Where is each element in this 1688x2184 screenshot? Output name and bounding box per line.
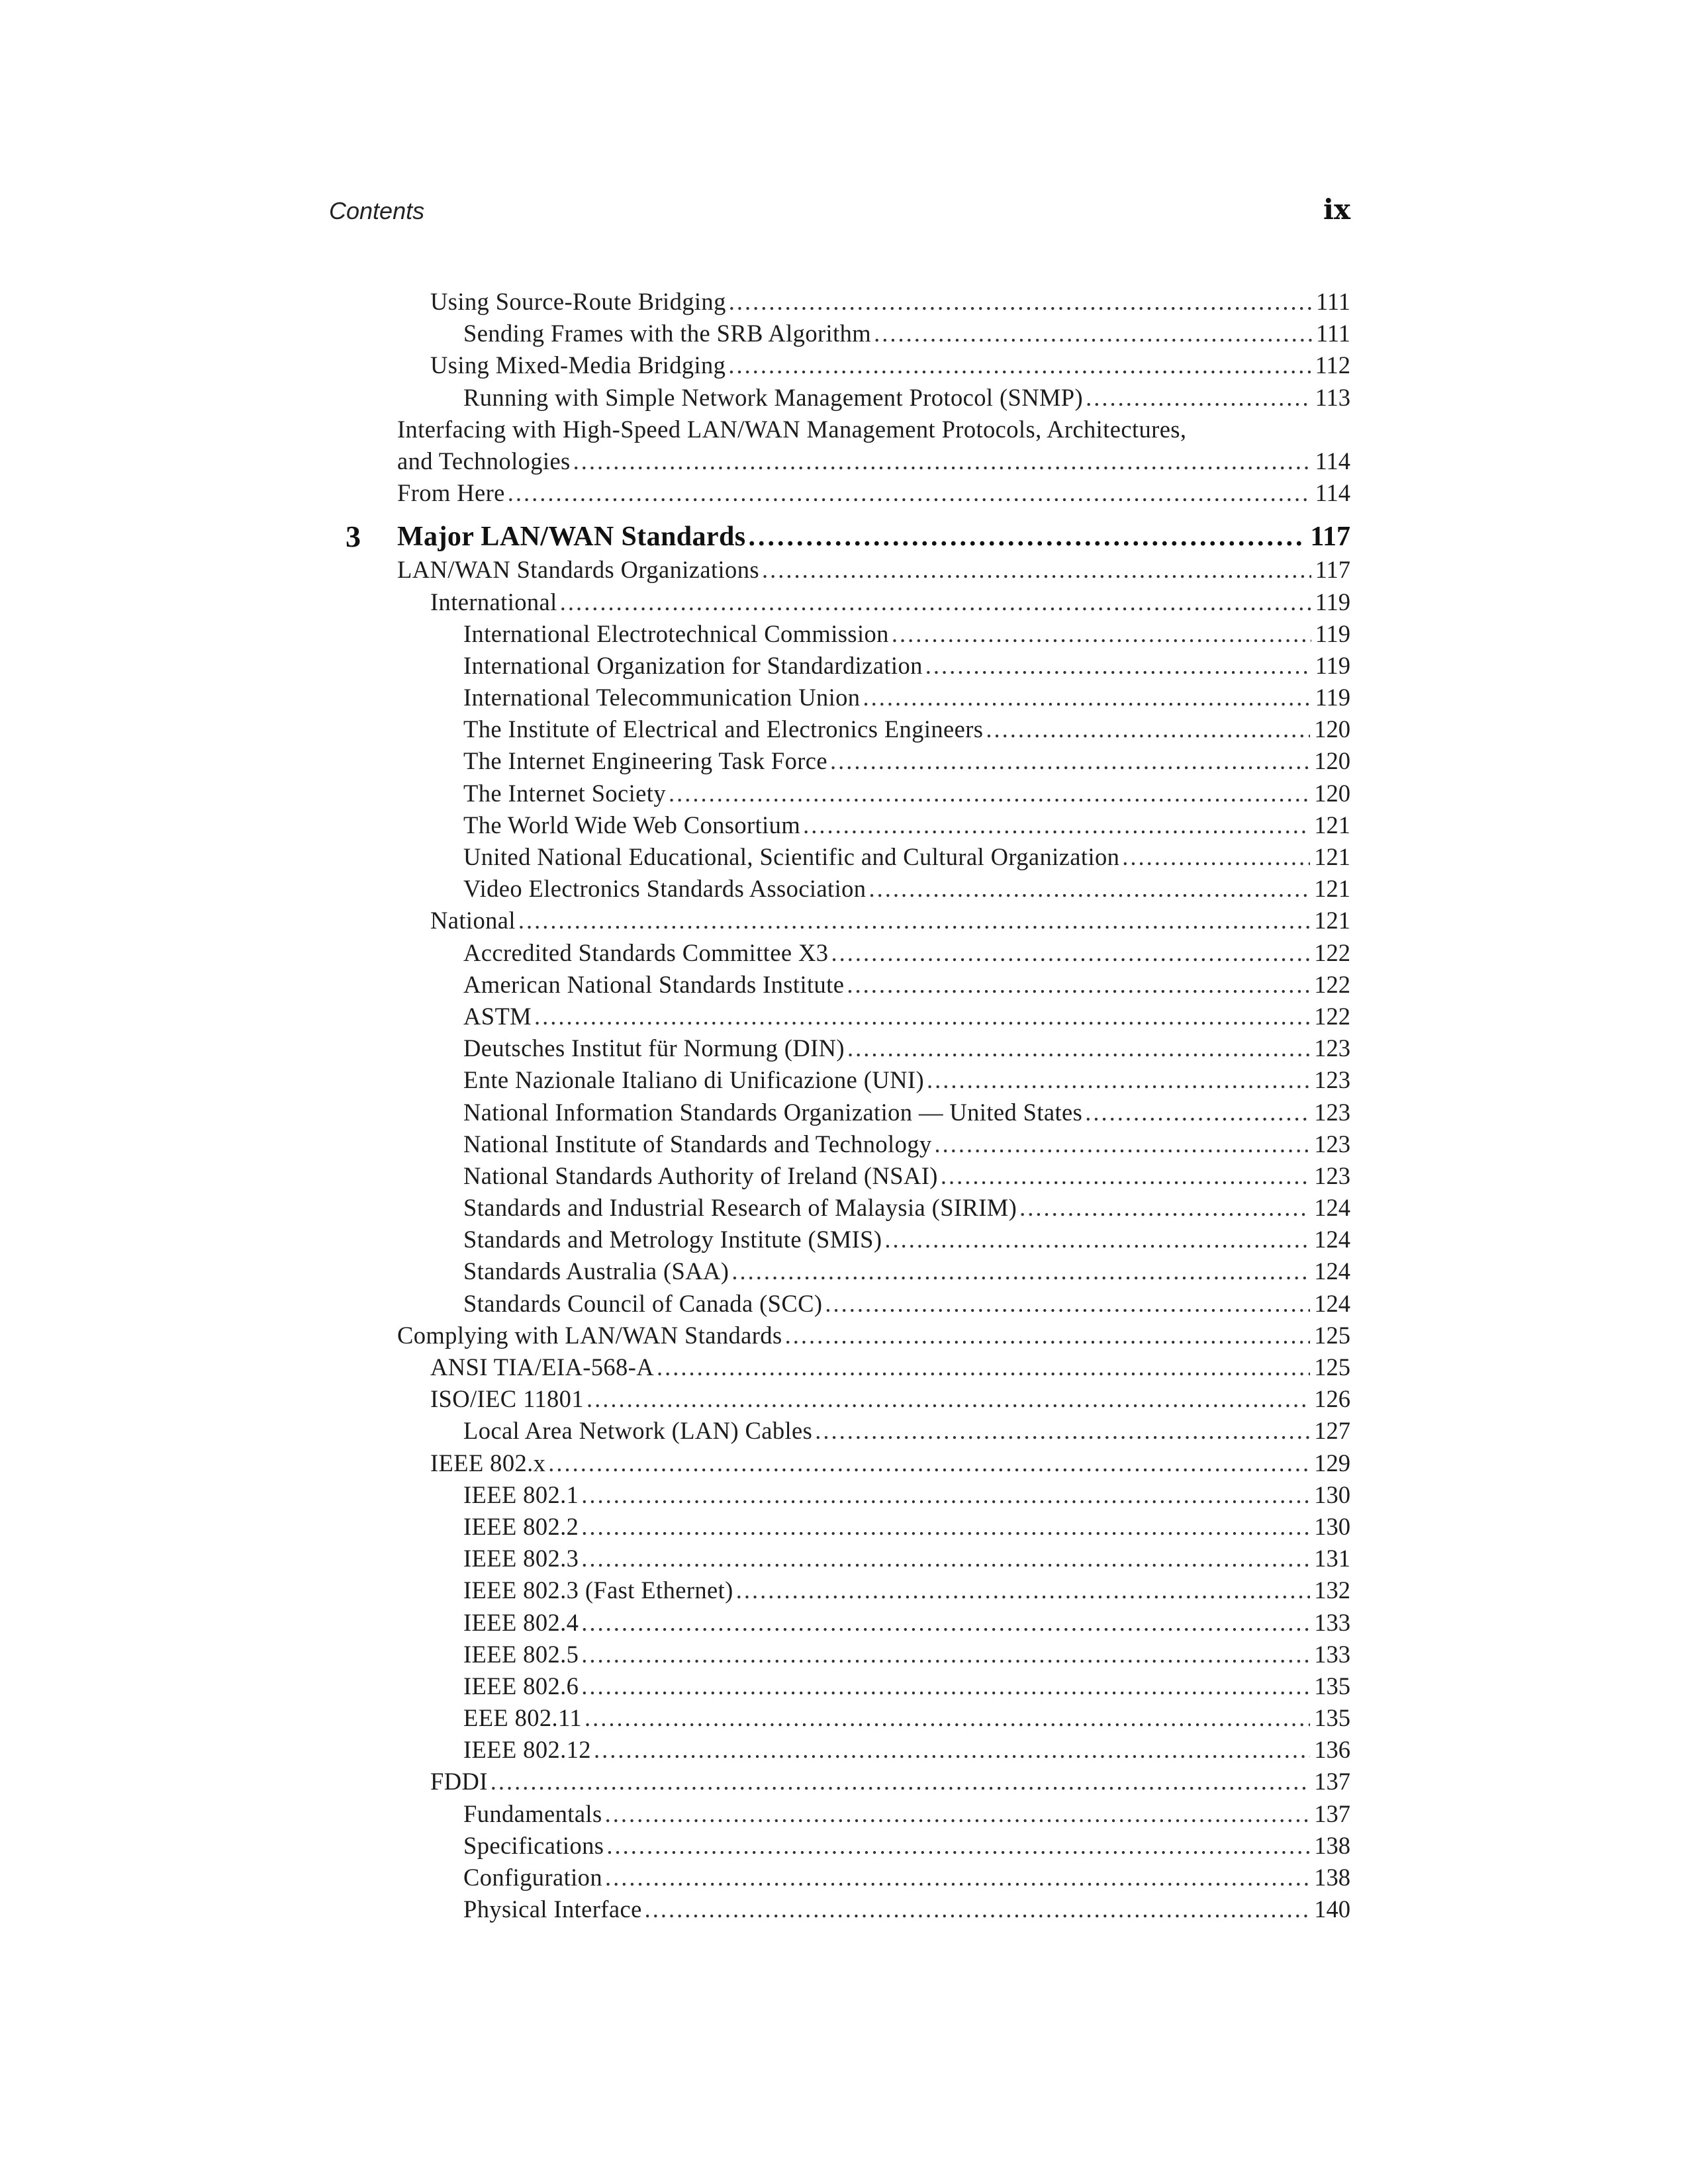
toc-entry-title: Standards Council of Canada (SCC) [463,1289,823,1317]
toc-entry-title: IEEE 802.4 [463,1608,579,1636]
toc-entry [331,1798,1350,1830]
toc-entry-page: 130 [1314,1480,1350,1508]
dot-leader [657,1351,1310,1383]
toc-entry [331,1607,1350,1639]
toc-entry-page: 124 [1314,1226,1350,1253]
toc-entry [331,445,1350,477]
toc-entry [331,1543,1350,1574]
toc-entry [331,1415,1350,1447]
toc-entry-page: 122 [1314,970,1350,998]
toc-entry [331,969,1350,1001]
dot-leader [825,1288,1310,1320]
toc-entry [331,905,1350,936]
toc-entry [331,382,1350,414]
dot-leader [927,1064,1310,1096]
toc-entry-page: 114 [1315,479,1350,507]
dot-leader [1085,1097,1310,1128]
toc-entry [331,318,1350,349]
dot-leader [728,349,1311,381]
dot-leader [762,554,1311,586]
toc-entry [331,1288,1350,1320]
toc-entry-page: 119 [1315,588,1350,615]
toc-entry [331,1670,1350,1702]
toc-entry-title: Video Electronics Standards Association [463,875,867,903]
toc-entry [331,477,1350,509]
dot-leader [518,905,1310,936]
toc-entry-page: 121 [1314,843,1350,870]
toc-entry-page: 137 [1314,1799,1350,1827]
toc-entry-page: 120 [1314,715,1350,743]
toc-entry [331,682,1350,713]
dot-leader [491,1766,1310,1797]
dot-leader [548,1447,1310,1479]
dot-leader [508,477,1311,509]
toc-entry-page: 120 [1314,747,1350,775]
toc-entry [331,873,1350,905]
toc-entry-title: and Technologies [397,447,571,475]
section-title: Contents [329,197,425,224]
toc-entry [331,1320,1350,1351]
toc-entry-title: Complying with LAN/WAN Standards [397,1321,782,1349]
toc-entry-title: IEEE 802.1 [463,1480,579,1508]
toc-entry [331,1097,1350,1128]
toc-entry-title: Local Area Network (LAN) Cables [463,1417,813,1445]
toc-entry-page: 127 [1314,1417,1350,1445]
toc-entry-page: 111 [1315,320,1350,347]
toc-entry-title: IEEE 802.2 [463,1512,579,1540]
toc-entry [331,1511,1350,1543]
toc-chapter-entry [331,521,1350,554]
dot-leader [874,318,1312,349]
toc-entry-title: Standards and Metrology Institute (SMIS) [463,1226,882,1253]
toc-entry-title: Standards Australia (SAA) [463,1257,729,1285]
dot-leader [830,745,1310,777]
toc-entry [331,1001,1350,1032]
toc-entry-title: National Institute of Standards and Technology [463,1130,932,1158]
toc-entry-page: 119 [1315,651,1350,679]
toc-entry-title: The Internet Society [463,779,666,807]
dot-leader [831,937,1310,969]
toc-entry [331,1702,1350,1734]
toc-entry-page: 123 [1314,1034,1350,1062]
toc-entry-title: International Electrotechnical Commission [463,619,889,647]
dot-leader [868,873,1310,905]
toc-entry [331,809,1350,841]
toc-entry [331,1574,1350,1606]
toc-entry [331,1160,1350,1192]
toc-entry-page: 124 [1314,1257,1350,1285]
toc-entry-title: International [430,588,557,615]
dot-leader [803,809,1310,841]
toc-entry-page: 136 [1314,1736,1350,1764]
toc-entry-title: International Organization for Standardization [463,651,923,679]
toc-entry-page: 133 [1314,1640,1350,1668]
toc-entry-title: The World Wide Web Consortium [463,811,801,839]
toc-entry-page: 114 [1315,447,1350,475]
toc-entry-page: 138 [1314,1864,1350,1891]
toc-entry [331,1383,1350,1415]
dot-leader [560,586,1311,618]
toc-entry-title: Fundamentals [463,1799,602,1827]
toc-entry-title: IEEE 802.3 (Fast Ethernet) [463,1576,733,1604]
toc-entry [331,1064,1350,1096]
toc-entry-title: IEEE 802.12 [463,1736,591,1764]
toc-entry [331,1447,1350,1479]
dot-leader [736,1574,1311,1606]
toc-entry [331,650,1350,682]
toc-entry-page: 123 [1314,1161,1350,1189]
dot-leader [941,1160,1310,1192]
toc-entry [331,745,1350,777]
toc-entry-title: IEEE 802.3 [463,1545,579,1572]
dot-leader [605,1798,1311,1830]
toc-entry-page: 131 [1314,1545,1350,1572]
toc-entry-title: National Information Standards Organization — United States [463,1098,1083,1126]
toc-entry-title: Configuration [463,1864,602,1891]
toc-entry [331,1639,1350,1670]
toc-entry [331,1128,1350,1160]
toc-entry [331,778,1350,809]
dot-leader [594,1734,1310,1766]
toc-entry [331,1255,1350,1287]
toc-entry-page: 123 [1314,1130,1350,1158]
toc-entry [331,1224,1350,1255]
toc-entry-title: United National Educational, Scientific and Cultural Organization [463,843,1120,870]
dot-leader [606,1830,1310,1862]
dot-leader [847,969,1310,1001]
toc-entry-title: The Internet Engineering Task Force [463,747,827,775]
running-head [329,193,1350,233]
toc-entry-page: 125 [1314,1353,1350,1381]
toc-entry-title: Using Mixed-Media Bridging [430,351,726,379]
toc-entry-title: Sending Frames with the SRB Algorithm [463,320,872,347]
dot-leader [581,1639,1310,1670]
toc-entry-page: 117 [1315,556,1350,584]
toc-entry-page: 111 [1315,288,1350,315]
toc-entry-title: IEEE 802.x [430,1449,546,1477]
toc-entry [331,1893,1350,1925]
dot-leader [1086,382,1311,414]
toc-entry-page: 133 [1314,1608,1350,1636]
toc-entry-title: FDDI [430,1768,488,1796]
toc-entry-title: LAN/WAN Standards Organizations [397,556,759,584]
toc-entry-page: 121 [1314,811,1350,839]
toc-entry-page: 129 [1314,1449,1350,1477]
dot-leader [573,445,1311,477]
toc-entry [331,1032,1350,1064]
toc-entry [331,1734,1350,1766]
chapter-number: 3 [346,520,361,554]
toc-entry-title: International Telecommunication Union [463,684,861,711]
dot-leader [892,618,1311,650]
toc-entry-page: 124 [1314,1194,1350,1222]
toc-entry-title: American National Standards Institute [463,970,845,998]
toc-entry-title: ANSI TIA/EIA-568-A [430,1353,655,1381]
toc-entry-page: 135 [1314,1672,1350,1700]
dot-leader [1122,841,1310,873]
toc-entry-title: Accredited Standards Committee X3 [463,938,829,966]
dot-leader [748,521,1306,553]
toc-entry-title: ISO/IEC 11801 [430,1385,584,1413]
toc-entry-page: 117 [1310,522,1350,553]
toc-entry-page: 140 [1314,1895,1350,1923]
toc-entry-title: ASTM [463,1002,532,1030]
dot-leader [925,650,1311,682]
dot-leader [986,713,1310,745]
toc-entry-title: Running with Simple Network Management Protocol (SNMP) [463,383,1084,411]
toc-entry [331,349,1350,381]
toc-entry [331,1862,1350,1893]
dot-leader [534,1001,1310,1032]
dot-leader [585,1702,1310,1734]
toc-entry [331,554,1350,586]
dot-leader [645,1893,1311,1925]
toc-entry [331,414,1350,445]
toc-entry-title: IEEE 802.5 [463,1640,579,1668]
dot-leader [847,1032,1310,1064]
dot-leader [1019,1192,1310,1224]
toc-entry-page: 125 [1314,1321,1350,1349]
dot-leader [863,682,1311,713]
toc-entry [331,618,1350,650]
toc-entry-page: 119 [1315,619,1350,647]
dot-leader [729,286,1312,318]
dot-leader [935,1128,1311,1160]
toc-entry-page: 112 [1315,351,1350,379]
toc-entry-title: Standards and Industrial Research of Malaysia (SIRIM) [463,1194,1017,1222]
dot-leader [581,1479,1310,1511]
toc-entry-title: Using Source-Route Bridging [430,288,726,315]
toc-entry-page: 124 [1314,1289,1350,1317]
toc-entry [331,1351,1350,1383]
toc-entry [331,1830,1350,1862]
toc-entry-page: 122 [1314,1002,1350,1030]
toc-entry-page: 132 [1314,1576,1350,1604]
dot-leader [731,1255,1310,1287]
toc-entry [331,713,1350,745]
toc-entry-page: 138 [1314,1831,1350,1859]
toc-entry-title: Ente Nazionale Italiano di Unificazione (UNI) [463,1066,924,1094]
toc-entry-title: National Standards Authority of Ireland (NSAI) [463,1161,938,1189]
toc-entry-page: 121 [1314,875,1350,903]
toc-entry [331,1192,1350,1224]
toc-entry-title: Interfacing with High-Speed LAN/WAN Management Protocols, Architectures, [397,415,1187,443]
toc-entry-title: Deutsches Institut für Normung (DIN) [463,1034,845,1062]
table-of-contents [331,286,1350,1925]
page-number: ix [1323,193,1350,226]
toc-entry-page: 123 [1314,1098,1350,1126]
toc-entry-page: 130 [1314,1512,1350,1540]
toc-entry-title: Major LAN/WAN Standards [397,522,746,553]
toc-entry-title: From Here [397,479,505,507]
toc-entry-page: 135 [1314,1704,1350,1732]
dot-leader [785,1320,1311,1351]
toc-entry [331,1479,1350,1511]
toc-entry-title: The Institute of Electrical and Electronics Engineers [463,715,984,743]
toc-entry [331,1766,1350,1797]
toc-entry-page: 137 [1314,1768,1350,1796]
toc-entry [331,586,1350,618]
toc-entry-page: 119 [1315,684,1350,711]
toc-entry [331,841,1350,873]
toc-entry-title: National [430,907,516,934]
dot-leader [669,778,1310,809]
dot-leader [815,1415,1310,1447]
toc-entry-page: 122 [1314,938,1350,966]
toc-entry-title: EEE 802.11 [463,1704,583,1732]
toc-entry-title: Specifications [463,1831,604,1859]
toc-entry-page: 126 [1314,1385,1350,1413]
toc-entry [331,286,1350,318]
toc-entry-title: IEEE 802.6 [463,1672,579,1700]
dot-leader [581,1511,1310,1543]
dot-leader [581,1670,1310,1702]
dot-leader [586,1383,1310,1415]
toc-entry-page: 121 [1314,907,1350,934]
dot-leader [581,1543,1310,1574]
dot-leader [605,1862,1310,1893]
toc-entry-page: 113 [1315,383,1350,411]
toc-entry-page: 123 [1314,1066,1350,1094]
dot-leader [581,1607,1310,1639]
toc-entry-title: Physical Interface [463,1895,642,1923]
toc-entry-page: 120 [1314,779,1350,807]
toc-entry [331,937,1350,969]
dot-leader [884,1224,1310,1255]
